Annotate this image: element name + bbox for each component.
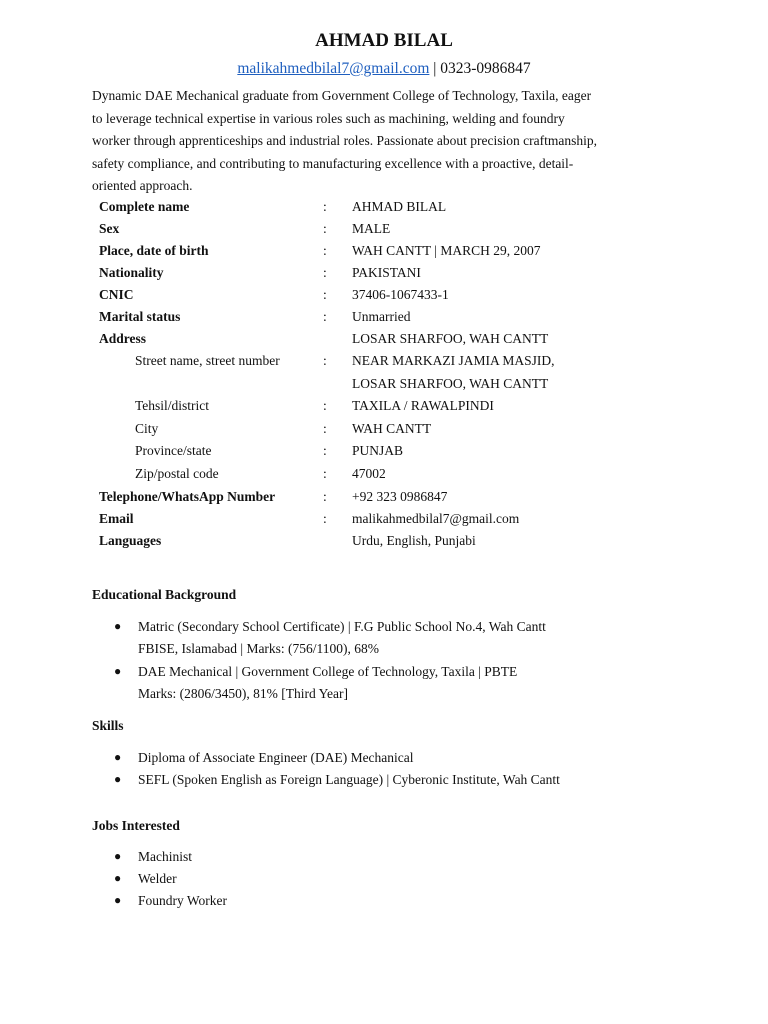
contact-separator: | <box>429 60 441 77</box>
detail-colon: : <box>323 221 327 236</box>
detail-label: Tehsil/district <box>135 398 210 413</box>
detail-value: malikahmedbilal7@gmail.com <box>352 511 520 526</box>
summary-line: worker through apprenticeships and industrial roles. Passionate about precision craftmanship, <box>92 133 597 149</box>
education-heading: Educational Background <box>92 587 237 602</box>
detail-colon: : <box>323 489 327 504</box>
detail-row-languages <box>0 533 768 555</box>
bullet-icon: ● <box>114 772 122 786</box>
detail-label: Place, date of birth <box>99 243 209 258</box>
detail-label: Email <box>99 511 134 526</box>
detail-label: Languages <box>99 533 162 548</box>
detail-value: LOSAR SHARFOO, WAH CANTT <box>352 331 549 346</box>
detail-colon: : <box>323 466 327 481</box>
summary-line: Dynamic DAE Mechanical graduate from Government College of Technology, Taxila, eager <box>92 88 592 103</box>
education-item-line: Marks: (2806/3450), 81% [Third Year] <box>138 686 348 701</box>
detail-label: Nationality <box>99 265 164 280</box>
detail-value: 37406-1067433-1 <box>352 287 449 302</box>
detail-colon: : <box>323 353 327 368</box>
detail-row-street-cont <box>0 376 768 398</box>
detail-row-marital <box>0 309 768 331</box>
detail-row-city <box>0 421 768 443</box>
resume-name: AHMAD BILAL <box>315 30 453 51</box>
detail-label: Zip/postal code <box>135 466 219 481</box>
detail-colon: : <box>323 265 327 280</box>
detail-value: PUNJAB <box>352 443 404 458</box>
education-item-line: Matric (Secondary School Certificate) | F.G Public School No.4, Wah Cantt <box>138 619 546 634</box>
detail-label: Address <box>99 331 147 346</box>
bullet-icon: ● <box>114 893 122 907</box>
detail-label: Telephone/WhatsApp Number <box>99 489 276 504</box>
detail-value: WAH CANTT | MARCH 29, 2007 <box>352 243 541 258</box>
detail-row-zip <box>0 466 768 488</box>
email-link[interactable]: malikahmedbilal7@gmail.com <box>237 60 430 77</box>
detail-row-street <box>0 353 768 375</box>
bullet-icon: ● <box>114 871 122 885</box>
skills-heading: Skills <box>92 718 124 733</box>
detail-value: 47002 <box>352 466 386 481</box>
education-item-line: FBISE, Islamabad | Marks: (756/1100), 68% <box>138 641 380 656</box>
summary-line: to leverage technical expertise in various roles such as machining, welding and foundry <box>92 110 565 126</box>
detail-row-nationality <box>0 265 768 287</box>
detail-colon: : <box>323 443 327 458</box>
detail-colon: : <box>323 511 327 526</box>
detail-value: PAKISTANI <box>352 265 421 280</box>
detail-value: TAXILA / RAWALPINDI <box>352 398 494 413</box>
detail-colon: : <box>323 287 327 302</box>
detail-value: AHMAD BILAL <box>352 199 447 214</box>
detail-label: Sex <box>99 221 120 236</box>
bullet-icon: ● <box>114 619 122 633</box>
detail-row-email <box>0 511 768 533</box>
detail-colon: : <box>323 243 327 258</box>
detail-value: +92 323 0986847 <box>352 489 448 504</box>
detail-label: CNIC <box>99 287 134 302</box>
detail-value: LOSAR SHARFOO, WAH CANTT <box>352 376 549 391</box>
job-item-text: Machinist <box>138 849 192 864</box>
skill-item-text: Diploma of Associate Engineer (DAE) Mechanical <box>138 750 414 765</box>
detail-row-cnic <box>0 287 768 309</box>
education-item-line: DAE Mechanical | Government College of Technology, Taxila | PBTE <box>138 664 518 679</box>
jobs-heading: Jobs Interested <box>92 818 180 833</box>
detail-row-address <box>0 331 768 353</box>
detail-label: City <box>135 421 159 436</box>
detail-row-birth <box>0 243 768 265</box>
job-item-text: Foundry Worker <box>138 893 228 908</box>
detail-label: Complete name <box>99 199 190 214</box>
bullet-icon: ● <box>114 664 122 678</box>
detail-value: MALE <box>352 221 391 236</box>
detail-colon: : <box>323 421 327 436</box>
detail-label: Street name, street number <box>135 353 280 368</box>
phone-number: 0323-0986847 <box>440 60 531 77</box>
detail-colon: : <box>323 199 327 214</box>
detail-label: Province/state <box>135 443 212 458</box>
summary-line: oriented approach. <box>92 178 193 194</box>
summary-paragraph <box>92 85 682 198</box>
summary-line: safety compliance, and contributing to manufacturing excellence with a proactive, detail- <box>92 155 574 171</box>
detail-row-province <box>0 443 768 465</box>
detail-row-sex <box>0 221 768 243</box>
detail-row-tehsil <box>0 398 768 420</box>
bullet-icon: ● <box>114 849 122 863</box>
detail-row-complete-name <box>0 199 768 221</box>
detail-value: Unmarried <box>352 309 411 324</box>
detail-row-telephone <box>0 489 768 511</box>
detail-value: WAH CANTT <box>352 421 432 436</box>
contact-line <box>0 60 768 78</box>
detail-label: Marital status <box>99 309 181 324</box>
detail-value: NEAR MARKAZI JAMIA MASJID, <box>352 353 555 368</box>
bullet-icon: ● <box>114 750 122 764</box>
skill-item-text: SEFL (Spoken English as Foreign Language) | Cyberonic Institute, Wah Cantt <box>138 772 560 787</box>
detail-colon: : <box>323 398 327 413</box>
detail-value: Urdu, English, Punjabi <box>352 533 476 548</box>
detail-colon: : <box>323 309 327 324</box>
job-item-text: Welder <box>138 871 177 886</box>
